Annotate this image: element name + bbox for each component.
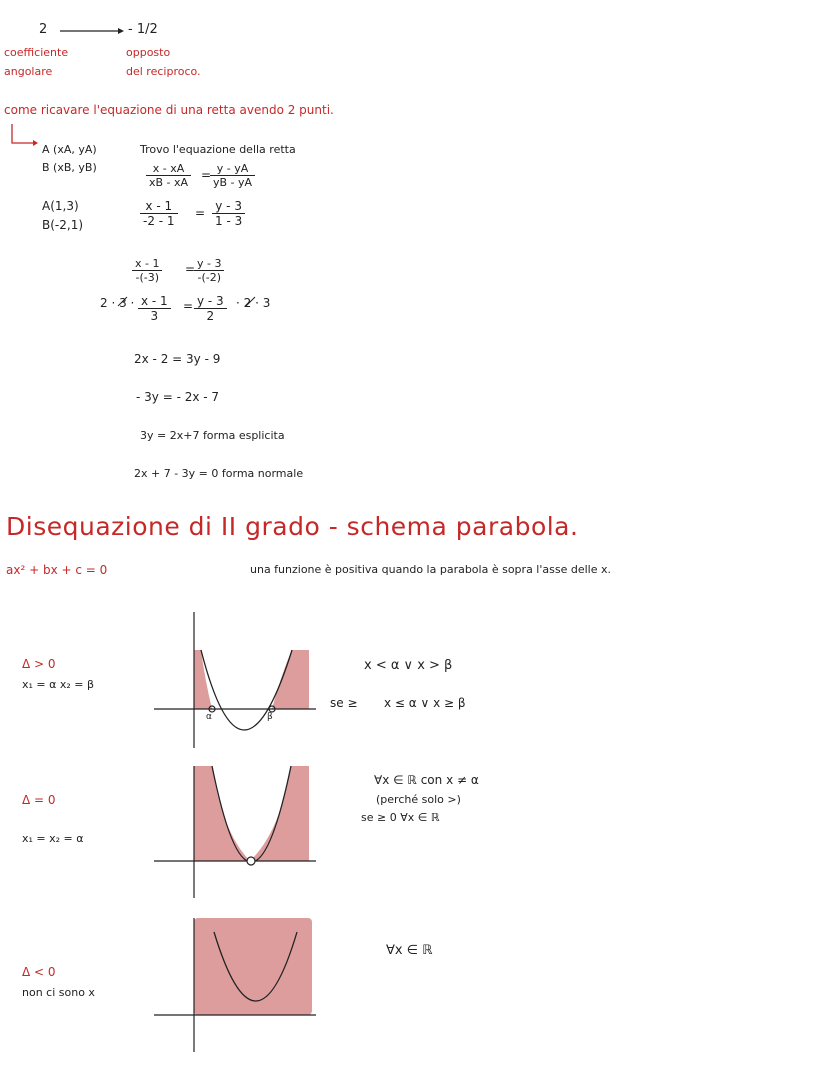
equals-sign: =	[185, 262, 196, 276]
point-b: B(-2,1)	[42, 218, 84, 232]
point-a-general: A (xA, yA)	[42, 143, 97, 156]
delta-positive-roots: x₁ = α x₂ = β	[22, 678, 95, 691]
step7: 2x + 7 - 3y = 0 forma normale	[134, 467, 304, 480]
section2-title: Disequazione di II grado - schema parabola.	[6, 512, 579, 541]
numerator: x - 1	[132, 257, 162, 271]
point-a: A(1,3)	[42, 199, 79, 213]
positive-region-left	[194, 766, 250, 861]
caption-coefficient-line1: coefficiente	[4, 46, 69, 59]
step1-fraction-x	[140, 199, 178, 229]
delta-negative-label: Δ < 0	[22, 965, 56, 979]
step1-fraction-y	[212, 199, 245, 229]
step6: 3y = 2x+7 forma esplicita	[140, 429, 285, 442]
numerator: x - 1	[140, 199, 178, 214]
graph-delta-positive	[154, 612, 316, 748]
delta-positive-label: Δ > 0	[22, 657, 56, 671]
numerator: y - yA	[210, 162, 255, 176]
formula-fraction-x	[146, 162, 191, 189]
caption-coefficient-line2: angolare	[4, 65, 53, 78]
denominator: 1 - 3	[215, 214, 243, 229]
denominator: -(-2)	[197, 271, 221, 285]
step5: - 3y = - 2x - 7	[136, 390, 220, 404]
step3-prefix: 2 · 3 ·	[100, 296, 135, 310]
equals-sign: =	[195, 206, 206, 220]
equals-sign: =	[201, 168, 212, 182]
numerator: x - xA	[146, 162, 191, 176]
denominator: xB - xA	[149, 176, 189, 190]
top-arrow-head	[118, 28, 124, 34]
denominator: 2	[206, 309, 215, 324]
quadratic-equation: ax² + bx + c = 0	[6, 563, 108, 577]
formula-fraction-y	[210, 162, 255, 189]
top-number: 2	[39, 22, 48, 37]
step3-suffix: · 2 · 3	[236, 296, 271, 310]
numerator: y - 3	[194, 294, 227, 309]
numerator: x - 1	[138, 294, 171, 309]
delta-negative-solution: ∀x ∈ ℝ	[386, 943, 433, 958]
denominator: -(-3)	[135, 271, 159, 285]
delta-zero-label: Δ = 0	[22, 793, 56, 807]
denominator: -2 - 1	[143, 214, 175, 229]
denominator: yB - yA	[213, 176, 253, 190]
delta-positive-solution-ge: x ≤ α ∨ x ≥ β	[384, 696, 466, 710]
top-result: - 1/2	[128, 22, 158, 37]
alpha-label: α	[206, 712, 212, 722]
section1-heading: come ricavare l'equazione di una retta avendo 2 punti.	[4, 103, 334, 117]
step4: 2x - 2 = 3y - 9	[134, 352, 221, 366]
delta-zero-solution: ∀x ∈ ℝ con x ≠ α	[374, 773, 479, 787]
bracket-arrow-head	[33, 140, 38, 146]
equals-sign: =	[183, 299, 194, 313]
bracket-arrow	[12, 124, 33, 143]
root-alpha-marker	[247, 857, 255, 865]
numerator: y - 3	[212, 199, 245, 214]
positivity-note: una funzione è positiva quando la parabola è sopra l'asse delle x.	[250, 563, 611, 576]
point-b-general: B (xB, yB)	[42, 161, 97, 174]
delta-positive-solution: x < α ∨ x > β	[364, 658, 453, 673]
graph-delta-zero	[154, 766, 316, 898]
graph-delta-negative	[154, 918, 316, 1052]
delta-negative-roots: non ci sono x	[22, 986, 95, 999]
delta-positive-solution-ge-prefix: se ≥	[330, 696, 358, 710]
step3-fraction-y	[194, 294, 227, 324]
delta-zero-note: (perché solo >)	[376, 793, 461, 806]
numerator: y - 3	[194, 257, 224, 271]
caption-opposite-line2: del reciproco.	[126, 65, 201, 78]
step2-fraction-x	[132, 257, 162, 284]
denominator: 3	[150, 309, 159, 324]
step2-fraction-y	[194, 257, 224, 284]
delta-zero-roots: x₁ = x₂ = α	[22, 832, 84, 845]
delta-zero-solution-ge: se ≥ 0 ∀x ∈ ℝ	[361, 811, 440, 824]
beta-label: β	[267, 712, 273, 722]
caption-opposite-line1: opposto	[126, 46, 171, 59]
positive-region-right	[272, 650, 309, 709]
step3-fraction-x	[138, 294, 171, 324]
find-line-text: Trovo l'equazione della retta	[140, 143, 296, 156]
